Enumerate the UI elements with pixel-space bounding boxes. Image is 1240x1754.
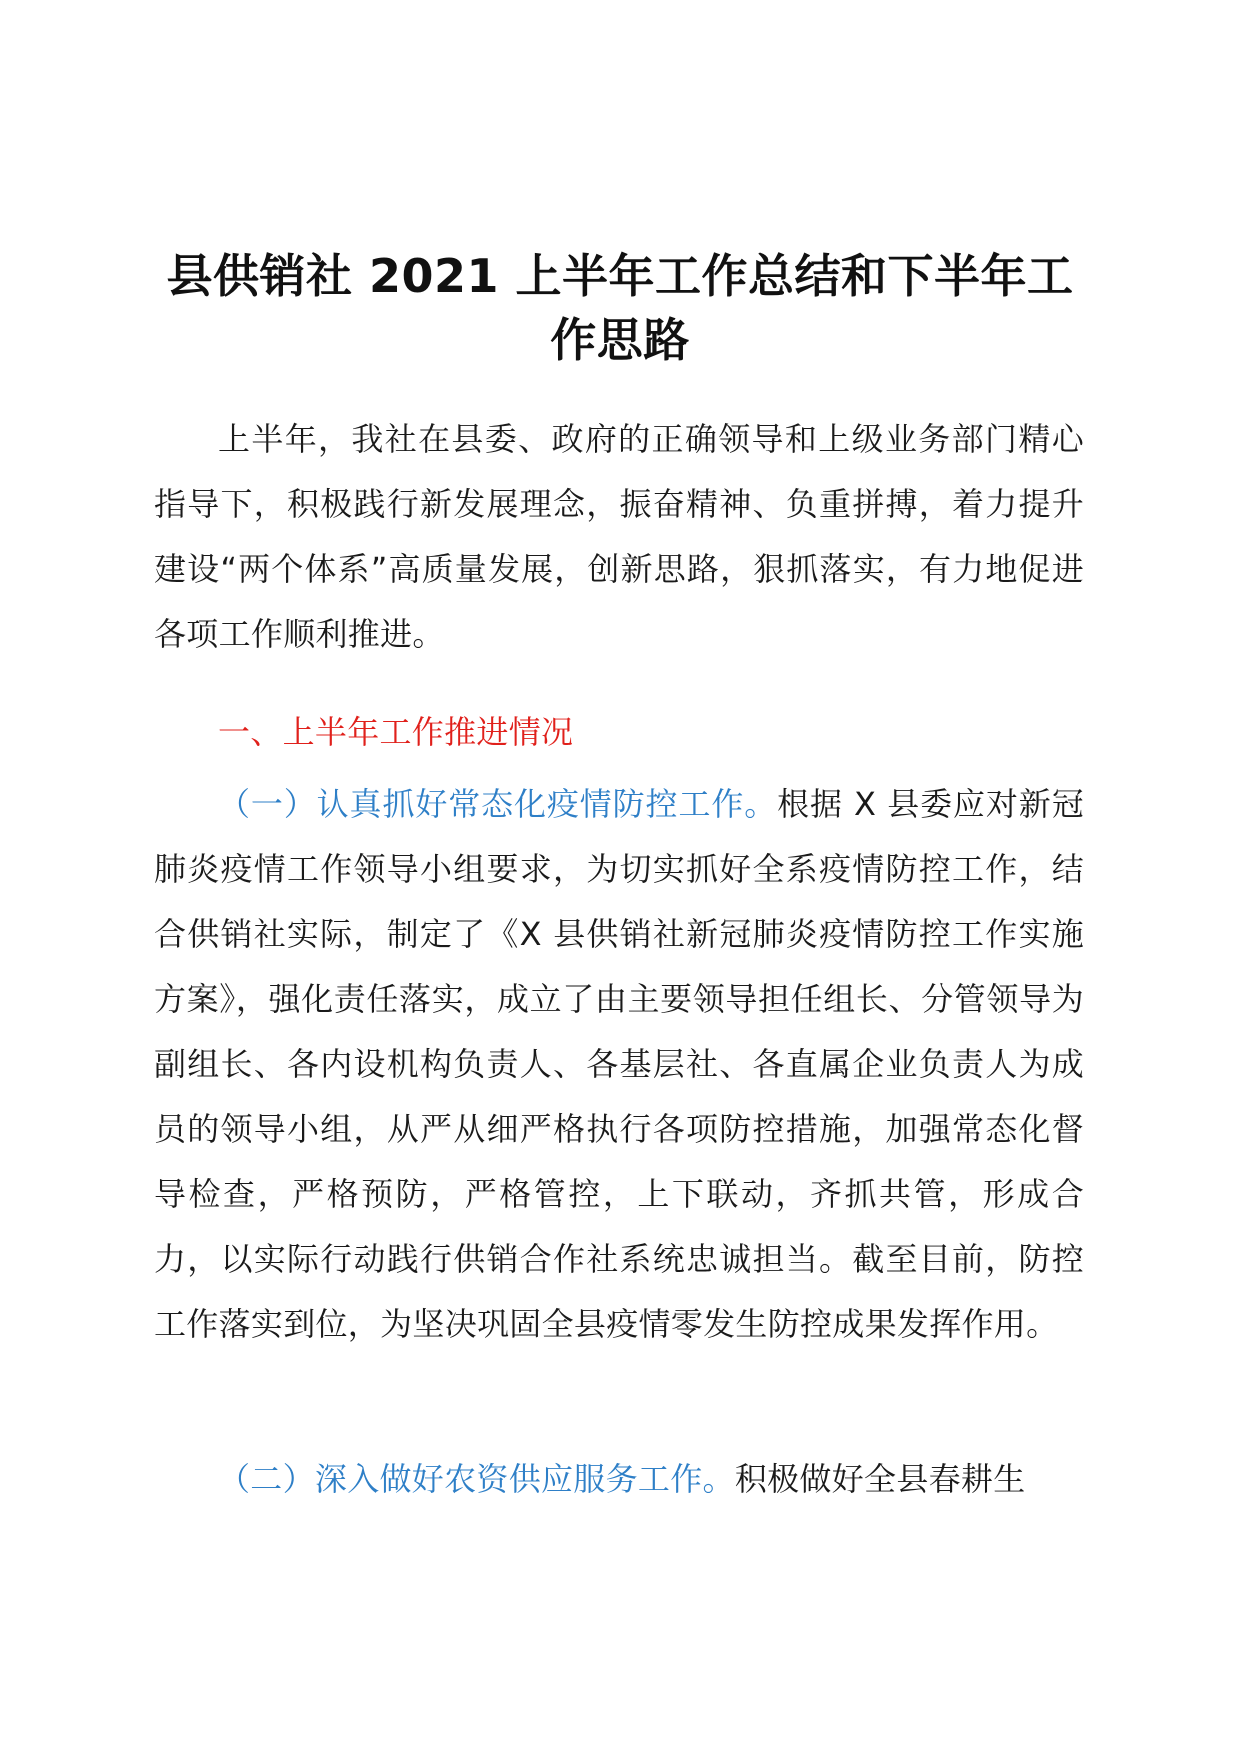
subsection-2-text: 积极做好全县春耕生 [734, 1460, 1026, 1498]
section-heading-1: 一、上半年工作推进情况 [218, 713, 574, 751]
document-title: 县供销社 2021 上半年工作总结和下半年工作思路 [166, 249, 1074, 367]
subsection-2-heading: （二）深入做好农资供应服务工作。 [218, 1460, 735, 1498]
subsection-2-paragraph [154, 1447, 1084, 1512]
subsection-1-paragraph [154, 772, 1084, 1357]
subsection-1-heading: （一）认真抓好常态化疫情防控工作。 [218, 785, 778, 823]
subsection-1-text: 根据 X 县委应对新冠肺炎疫情工作领导小组要求，为切实抓好全系疫情防控工作，结合供销社实际，制定了《X 县供销社新冠肺炎疫情防控工作实施方案》，强化责任落实，成立了由主要领导担任组长、分管领导为副组长、各内设机构负责人、各基层社、各直属企业负责人为成员的领导小组，从严从细严格执行各项防控措施，加强常态化督导检查，严格预防，严格管控，上下联动，齐抓共管，形成合力，以实际行动践行供销合作社系统忠诚担当。截至目前，防控工作落实到位，为坚决巩固全县疫情零发生防控成果发挥作用。 [154, 785, 1084, 1343]
intro-paragraph: 上半年，我社在县委、政府的正确领导和上级业务部门精心指导下，积极践行新发展理念，振奋精神、负重拼搏，着力提升建设“两个体系”高质量发展，创新思路，狠抓落实，有力地促进各项工作顺利推进。 [154, 420, 1084, 653]
